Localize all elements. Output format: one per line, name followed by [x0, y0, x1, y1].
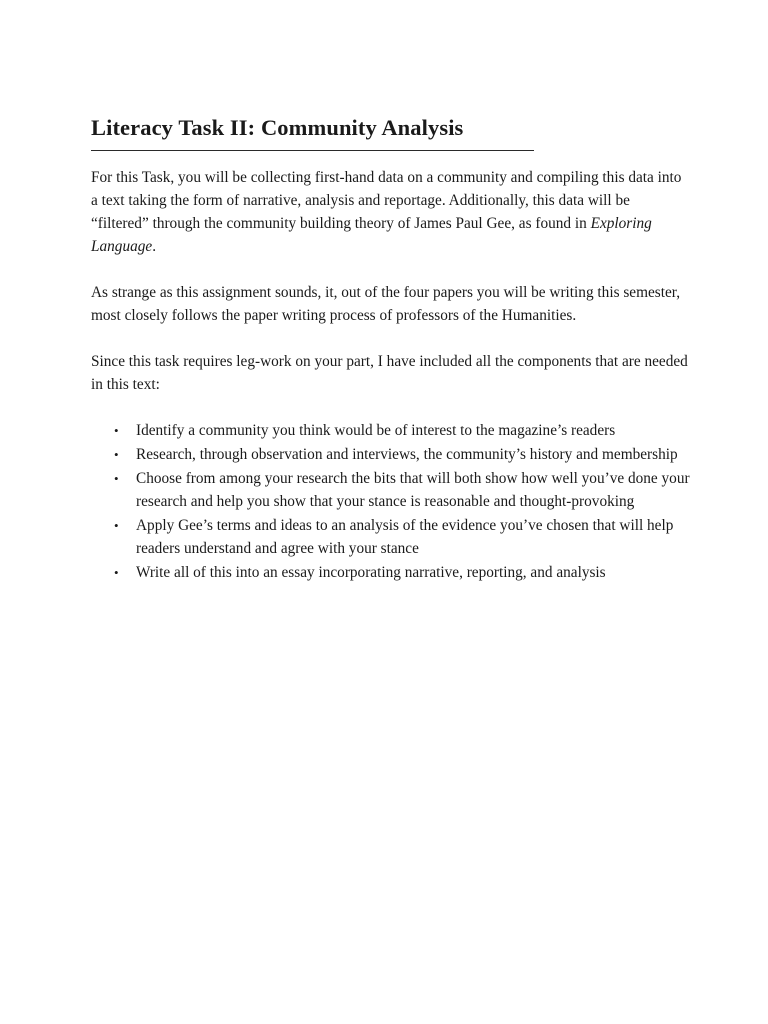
- bullet-icon: •: [114, 447, 119, 462]
- paragraph-components-text: Since this task requires leg-work on your part, I have included all the components that are needed in this text:: [91, 353, 688, 393]
- paragraph-intro-text: For this Task, you will be collecting first-hand data on a community and compiling this data into a text taking the form of narrative, analysis and reportage. Additionally, this data will be “filtered” through the community building theory of James Paul Gee, as found in: [91, 169, 682, 232]
- paragraph-components: [91, 350, 691, 396]
- bullet-icon: •: [114, 423, 119, 438]
- list-item-text: Apply Gee’s terms and ideas to an analysis of the evidence you’ve chosen that will help readers understand and agree with your stance: [136, 517, 674, 557]
- list-item-text: Choose from among your research the bits that will both show how well you’ve done your research and help you show that your stance is reasonable and thought-provoking: [136, 470, 690, 510]
- list-item: [91, 514, 691, 560]
- list-item-text: Research, through observation and interviews, the community’s history and membership: [136, 446, 678, 463]
- component-list: [91, 419, 691, 584]
- title-underline: [91, 150, 534, 151]
- list-item-text: Write all of this into an essay incorporating narrative, reporting, and analysis: [136, 564, 606, 581]
- list-item: [91, 561, 691, 584]
- page-title: Literacy Task II: Community Analysis: [91, 115, 464, 140]
- list-item: [91, 467, 691, 513]
- paragraph-process: [91, 281, 691, 327]
- paragraph-process-text: As strange as this assignment sounds, it, out of the four papers you will be writing this semester, most closely follows the paper writing process of professors of the Humanities.: [91, 284, 681, 324]
- list-item: [91, 419, 691, 442]
- list-item: [91, 443, 691, 466]
- paragraph-intro-end: .: [152, 238, 157, 255]
- list-item-text: Identify a community you think would be of interest to the magazine’s readers: [136, 422, 616, 439]
- bullet-icon: •: [114, 518, 119, 533]
- bullet-icon: •: [114, 565, 119, 580]
- bullet-icon: •: [114, 471, 119, 486]
- document-body: [91, 166, 691, 585]
- book-title: Exploring Language: [91, 215, 652, 255]
- paragraph-intro: [91, 166, 691, 258]
